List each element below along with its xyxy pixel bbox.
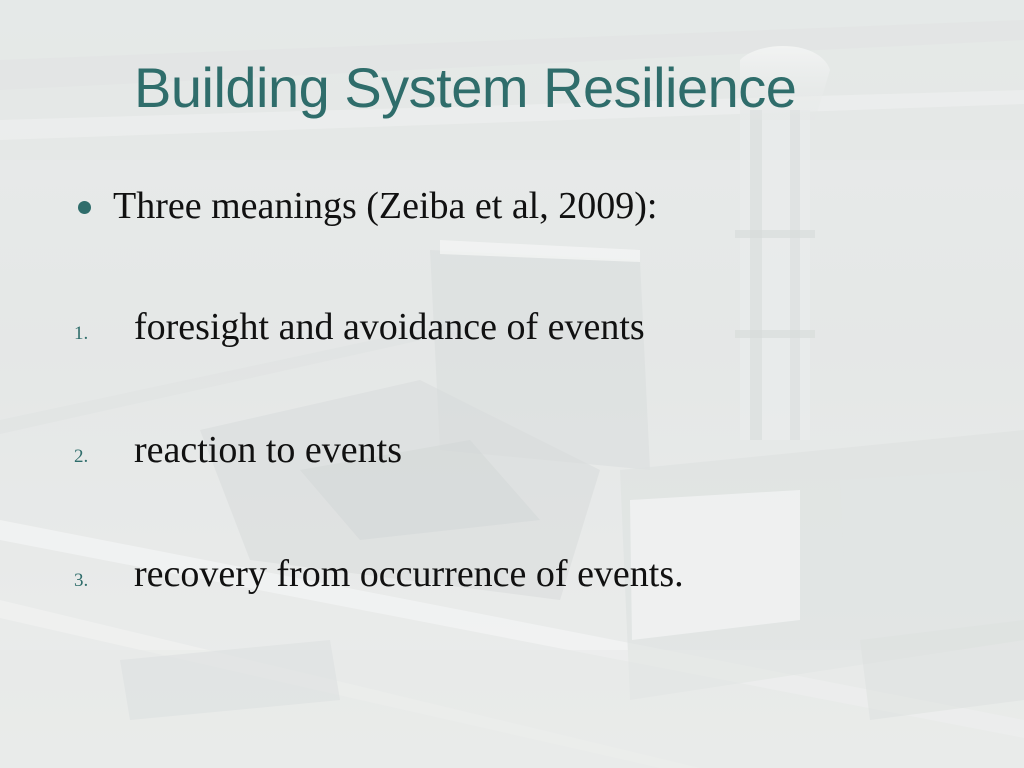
list-item-text: reaction to events (134, 429, 403, 471)
intro-bullet (78, 183, 657, 229)
list-item-number: 1. (74, 323, 89, 344)
bullet-dot-icon (78, 201, 91, 214)
intro-text: Three meanings (Zeiba et al, 2009): (113, 185, 658, 227)
slide-title: Building System Resilience (134, 56, 797, 119)
list-item-text: foresight and avoidance of events (134, 306, 645, 348)
list-item (74, 551, 684, 597)
list-item-text: recovery from occurrence of events. (134, 553, 684, 595)
list-item (74, 304, 645, 350)
list-item-number: 2. (74, 446, 89, 467)
list-item-number: 3. (74, 570, 89, 591)
list-item (74, 427, 402, 473)
